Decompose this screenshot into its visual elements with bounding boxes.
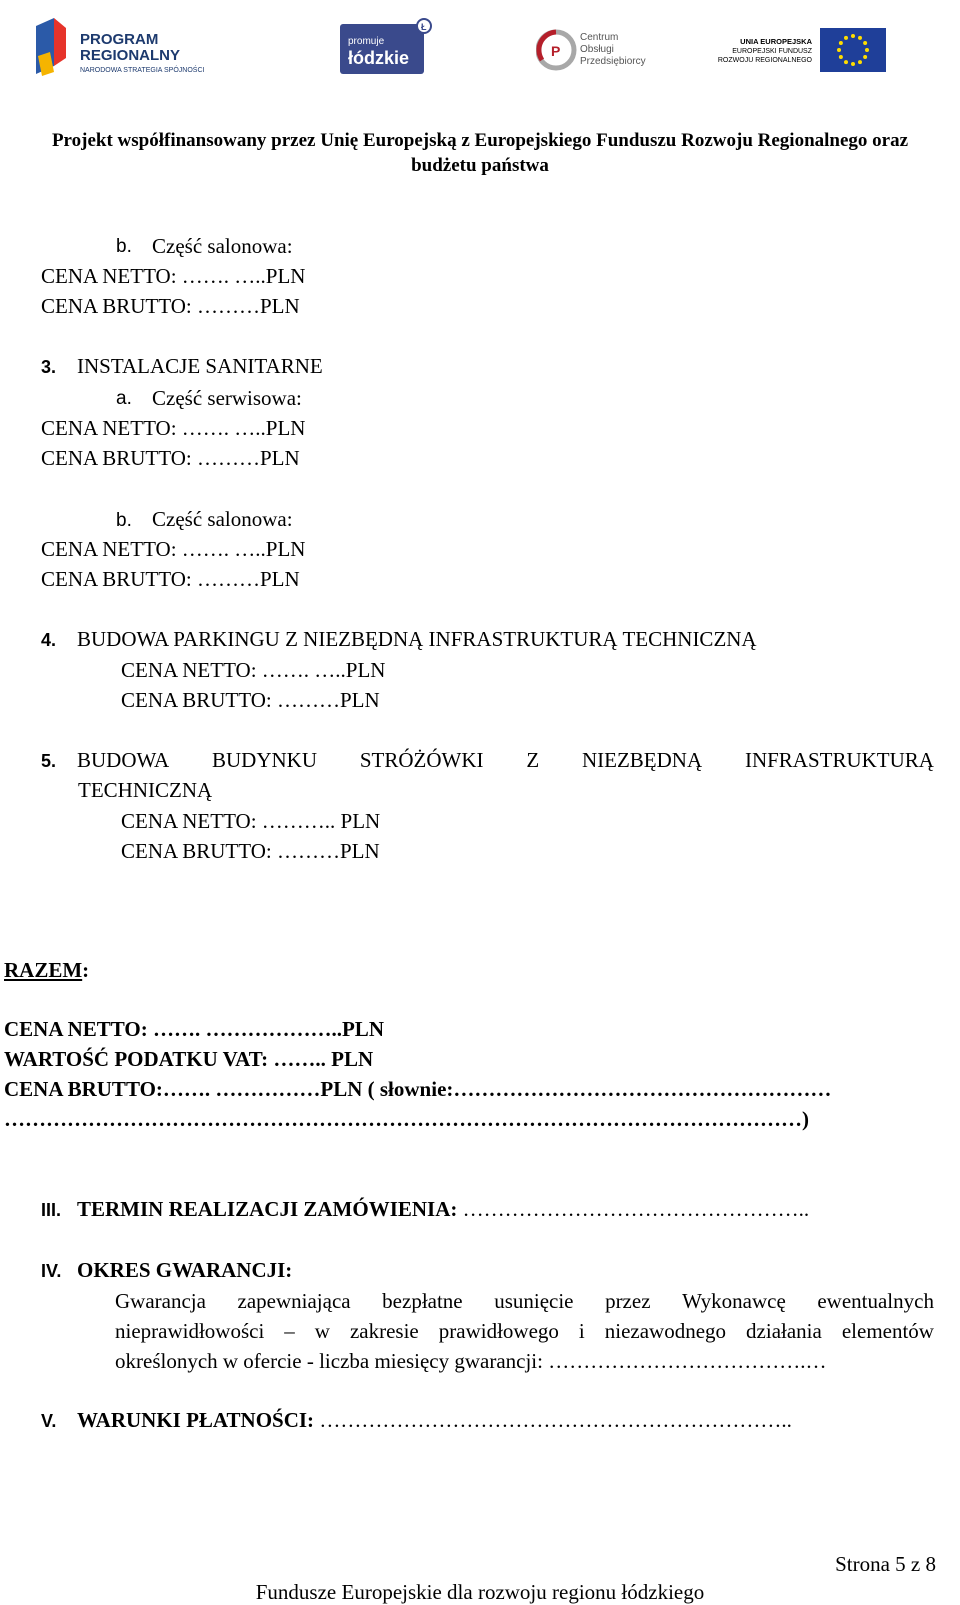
section-title-line-1 bbox=[77, 748, 934, 773]
efrr-label-1: EUROPEJSKI FUNDUSZ bbox=[732, 48, 812, 55]
word: niezawodnego bbox=[604, 1319, 727, 1343]
section-title-line-2: TECHNICZNĄ bbox=[78, 778, 213, 802]
word: Wykonawcę bbox=[682, 1289, 786, 1313]
warranty-line-1 bbox=[115, 1289, 934, 1314]
title-word: NIEZBĘDNĄ bbox=[581, 748, 703, 772]
item-title: Część salonowa: bbox=[152, 234, 293, 258]
centrum-obslugi-logo bbox=[536, 14, 656, 80]
cofinance-line-2: budżetu państwa bbox=[411, 155, 549, 176]
svg-text:Ł: Ł bbox=[421, 22, 427, 32]
title-word: INFRASTRUKTURĄ bbox=[744, 748, 934, 772]
cofinance-note bbox=[0, 128, 960, 178]
eu-star-icon bbox=[851, 62, 855, 66]
promuje-label: promuje bbox=[348, 36, 385, 47]
obslugi-label: Obsługi bbox=[580, 44, 614, 55]
total-netto: CENA NETTO: ……. ………………..PLN bbox=[4, 1017, 384, 1041]
eu-star-icon bbox=[851, 34, 855, 38]
total-brutto-words: ……………………………………………………………………………………………………) bbox=[4, 1107, 809, 1131]
item-letter: b. bbox=[116, 510, 132, 531]
word: bezpłatne bbox=[382, 1289, 463, 1313]
price-netto: CENA NETTO: ……. …..PLN bbox=[41, 264, 306, 288]
word: Gwarancja bbox=[115, 1289, 206, 1313]
section-title bbox=[77, 1408, 792, 1433]
unia-europejska-logo bbox=[712, 14, 912, 80]
item-letter: b. bbox=[116, 236, 132, 257]
word: ewentualnych bbox=[817, 1289, 934, 1313]
lodzkie-label: łódzkie bbox=[348, 48, 410, 68]
przedsiebiorcy-label: Przedsiębiorcy bbox=[580, 56, 646, 67]
svg-text:P: P bbox=[551, 43, 561, 59]
regionalny-label: REGIONALNY bbox=[80, 47, 181, 64]
program-label: PROGRAM bbox=[80, 31, 159, 48]
title-word: STRÓŻÓWKI bbox=[359, 748, 484, 772]
razem-label: RAZEM bbox=[4, 958, 83, 982]
termin-value: ………………………………………….. bbox=[462, 1197, 810, 1221]
section-title: OKRES GWARANCJI: bbox=[77, 1258, 293, 1282]
price-brutto: CENA BRUTTO: ………PLN bbox=[41, 294, 300, 318]
eu-star-icon bbox=[858, 36, 862, 40]
word: – bbox=[284, 1319, 295, 1343]
nss-label: NARODOWA STRATEGIA SPÓJNOŚCI bbox=[80, 67, 205, 74]
efrr-label-2: ROZWOJU REGIONALNEGO bbox=[717, 57, 812, 64]
section-title: INSTALACJE SANITARNE bbox=[77, 354, 323, 378]
footer-text: Fundusze Europejskie dla rozwoju regionu łódzkiego bbox=[255, 1580, 705, 1604]
section-title: BUDOWA PARKINGU Z NIEZBĘDNĄ INFRASTRUKTURĄ TECHNICZNĄ bbox=[77, 627, 757, 651]
price-netto: CENA NETTO: ……. …..PLN bbox=[41, 537, 306, 561]
word: nieprawidłowości bbox=[115, 1319, 265, 1343]
word: prawidłowego bbox=[438, 1319, 559, 1343]
razem-colon: : bbox=[82, 958, 90, 982]
eu-star-icon bbox=[844, 60, 848, 64]
item-title: Część serwisowa: bbox=[152, 386, 302, 410]
promuje-lodzkie-logo bbox=[338, 14, 438, 80]
word: w bbox=[314, 1319, 330, 1343]
razem-heading bbox=[4, 958, 89, 983]
title-word: BUDOWA bbox=[77, 748, 170, 772]
price-netto: CENA NETTO: ……. …..PLN bbox=[41, 416, 306, 440]
page-number: Strona 5 z 8 bbox=[835, 1552, 936, 1576]
title-word: BUDYNKU bbox=[212, 748, 317, 772]
word: usunięcie bbox=[494, 1289, 574, 1313]
section-title bbox=[77, 1197, 809, 1222]
section-number: V. bbox=[41, 1411, 57, 1431]
eu-star-icon bbox=[865, 48, 869, 52]
payment-label: WARUNKI PŁATNOŚCI: bbox=[77, 1408, 315, 1432]
section-number: IV. bbox=[41, 1261, 62, 1281]
price-brutto: CENA BRUTTO: ………PLN bbox=[41, 446, 300, 470]
program-regionalny-logo bbox=[32, 14, 232, 80]
total-vat: WARTOŚĆ PODATKU VAT: …….. PLN bbox=[4, 1047, 374, 1071]
eu-star-icon bbox=[858, 60, 862, 64]
eu-star-icon bbox=[839, 41, 843, 45]
item-letter: a. bbox=[116, 388, 132, 409]
total-brutto: CENA BRUTTO:……. ……………PLN ( słownie:……………………………………………… bbox=[4, 1077, 832, 1101]
price-brutto: CENA BRUTTO: ………PLN bbox=[41, 567, 300, 591]
item-title: Część salonowa: bbox=[152, 507, 293, 531]
word: zapewniająca bbox=[237, 1289, 351, 1313]
word: zakresie bbox=[349, 1319, 419, 1343]
word: elementów bbox=[841, 1319, 934, 1343]
section-number: III. bbox=[41, 1200, 62, 1220]
word: działania bbox=[746, 1319, 822, 1343]
word: i bbox=[578, 1319, 585, 1343]
eu-star-icon bbox=[839, 55, 843, 59]
price-brutto: CENA BRUTTO: ………PLN bbox=[121, 839, 380, 863]
ue-label: UNIA EUROPEJSKA bbox=[740, 37, 812, 46]
price-brutto: CENA BRUTTO: ………PLN bbox=[121, 688, 380, 712]
section-number: 5. bbox=[41, 751, 57, 771]
eu-star-icon bbox=[863, 55, 867, 59]
payment-value: ………………………………………………………….. bbox=[319, 1408, 792, 1432]
price-netto: CENA NETTO: ……. …..PLN bbox=[121, 658, 386, 682]
termin-label: TERMIN REALIZACJI ZAMÓWIENIA: bbox=[77, 1197, 458, 1221]
cofinance-line-1: Projekt współfinansowany przez Unię Europejską z Europejskiego Funduszu Rozwoju Regionalnego oraz bbox=[51, 130, 909, 151]
warranty-line-2 bbox=[115, 1319, 934, 1344]
eu-star-icon bbox=[837, 48, 841, 52]
warranty-line-3: określonych w ofercie - liczba miesięcy gwarancji: ……………………………….… bbox=[115, 1349, 827, 1373]
centrum-label: Centrum bbox=[580, 32, 619, 43]
section-number: 3. bbox=[41, 357, 57, 377]
price-netto: CENA NETTO: ……….. PLN bbox=[121, 809, 381, 833]
word: przez bbox=[605, 1289, 651, 1313]
title-word: Z bbox=[526, 748, 540, 772]
eu-star-icon bbox=[844, 36, 848, 40]
section-number: 4. bbox=[41, 630, 57, 650]
eu-star-icon bbox=[863, 41, 867, 45]
